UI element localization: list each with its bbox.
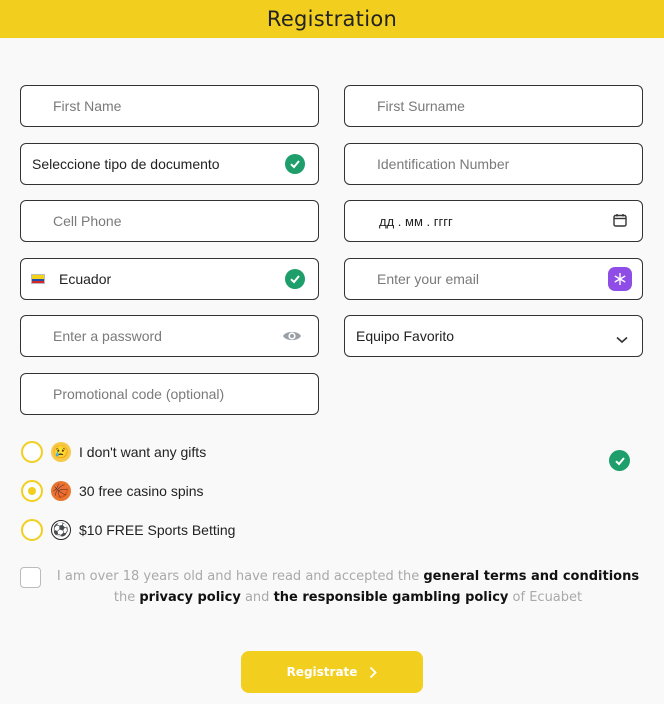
gift-option-casino-spins[interactable] [21, 479, 204, 503]
cell-phone-input[interactable] [20, 200, 319, 242]
birthdate-input[interactable] [344, 200, 643, 242]
password-manager-icon[interactable] [608, 267, 632, 291]
check-circle-icon [609, 450, 630, 471]
identification-number-placeholder: Identification Number [377, 156, 510, 172]
promo-code-input[interactable] [20, 373, 319, 415]
country-value: Ecuador [59, 271, 112, 287]
birthdate-placeholder: дд . мм . гггг [379, 213, 453, 229]
chevron-down-icon [616, 331, 628, 349]
calendar-icon[interactable] [613, 213, 627, 232]
registrate-button[interactable] [241, 651, 423, 693]
ecuador-flag-icon [31, 274, 45, 284]
eye-icon[interactable] [282, 328, 302, 349]
registrate-button-label: Registrate [286, 665, 358, 679]
gift-option-sports-betting[interactable] [21, 518, 235, 542]
gift-option-label: $10 FREE Sports Betting [79, 522, 236, 538]
terms-checkbox[interactable] [20, 567, 41, 588]
page-title: Registration [266, 7, 398, 31]
document-type-select[interactable] [20, 143, 319, 185]
password-placeholder: Enter a password [53, 328, 162, 344]
first-surname-input[interactable] [344, 85, 643, 127]
check-circle-icon [285, 154, 305, 174]
radio-button-selected[interactable] [21, 480, 43, 502]
gift-option-label: I don't want any gifts [79, 444, 207, 460]
privacy-policy-link[interactable]: privacy policy [139, 590, 241, 605]
gift-option-label: 30 free casino spins [79, 483, 204, 499]
terms-text-part: of Ecuabet [512, 590, 583, 605]
check-circle-icon [285, 269, 305, 289]
email-placeholder: Enter your email [377, 271, 479, 287]
favorite-team-select[interactable] [344, 315, 643, 357]
terms-text-part: the [113, 590, 136, 605]
crying-face-icon: 😢 [51, 442, 71, 462]
first-surname-placeholder: First Surname [377, 98, 465, 114]
document-type-value: Seleccione tipo de documento [32, 156, 220, 172]
chevron-right-icon [369, 666, 377, 679]
terms-text-part: and [244, 590, 270, 605]
cell-phone-placeholder: Cell Phone [53, 213, 122, 229]
country-select[interactable] [20, 258, 319, 300]
header-bar [0, 0, 664, 38]
gift-option-none[interactable] [21, 440, 206, 464]
terms-text-part: I am over 18 years old and have read and accepted the [56, 569, 420, 584]
soccer-ball-icon: ⚽ [51, 520, 71, 540]
first-name-placeholder: First Name [53, 98, 122, 114]
promo-code-placeholder: Promotional code (optional) [53, 386, 225, 402]
favorite-team-value: Equipo Favorito [356, 328, 455, 344]
first-name-input[interactable] [20, 85, 319, 127]
email-input[interactable] [344, 258, 643, 300]
radio-button[interactable] [21, 519, 43, 541]
responsible-gambling-link[interactable]: the responsible gambling policy [273, 590, 509, 605]
terms-text [52, 566, 644, 608]
radio-button[interactable] [21, 441, 43, 463]
identification-number-input[interactable] [344, 143, 643, 185]
roulette-icon: 🏀 [51, 481, 71, 501]
password-input[interactable] [20, 315, 319, 357]
general-terms-link[interactable]: general terms and conditions [423, 569, 640, 584]
